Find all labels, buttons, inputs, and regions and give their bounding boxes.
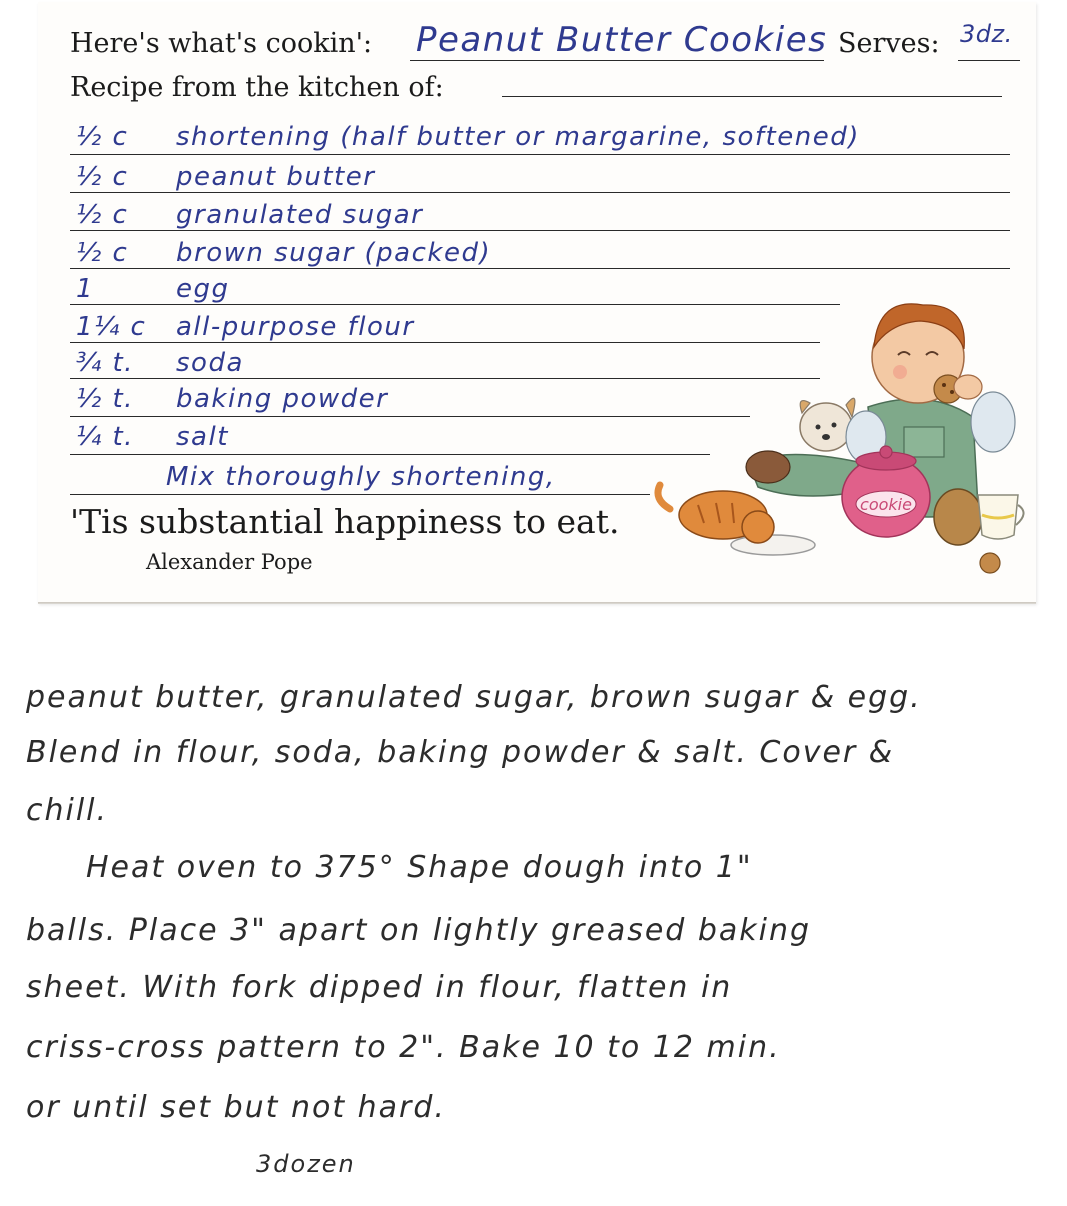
line-rule — [70, 268, 1010, 269]
line-rule — [70, 494, 650, 495]
ingredient-line: ½ t. baking powder — [76, 384, 389, 414]
jar-label: cookie — [860, 495, 912, 514]
cookie-icon — [980, 553, 1000, 573]
recipe-card-front — [38, 2, 1036, 603]
ingredient-line: ¾ t. soda — [76, 348, 244, 378]
line-rule — [70, 454, 710, 455]
serves-label: Serves: — [838, 28, 940, 59]
milk-saucer-icon — [731, 535, 815, 555]
serves-value: 3dz. — [960, 20, 1013, 48]
serves-underline — [958, 60, 1020, 61]
instruction-line: sheet. With fork dipped in flour, flatten in — [26, 970, 733, 1005]
ingredient-line: ½ c granulated sugar — [76, 200, 424, 230]
instruction-line: criss-cross pattern to 2". Bake 10 to 12 min. — [26, 1030, 781, 1065]
kitchen-of-underline — [502, 96, 1002, 97]
ingredient-line: ½ c shortening (half butter or margarine, softened) — [76, 122, 860, 152]
recipe-title: Peanut Butter Cookies — [416, 20, 828, 60]
line-rule — [70, 192, 1010, 193]
ingredient-line: ½ c brown sugar (packed) — [76, 238, 492, 268]
heading-label: Here's what's cookin': — [70, 28, 373, 59]
quote-author: Alexander Pope — [146, 550, 313, 574]
card-quote: 'Tis substantial happiness to eat. — [70, 502, 620, 541]
child-with-cookie-jar-illustration — [628, 277, 1028, 592]
instruction-start: Mix thoroughly shortening, — [166, 462, 556, 492]
instruction-line: peanut butter, granulated sugar, brown sugar & egg. — [26, 680, 922, 715]
yield-note: 3dozen — [256, 1150, 356, 1178]
kitten-icon — [658, 485, 774, 543]
title-underline — [410, 60, 824, 61]
instruction-line: chill. — [26, 793, 109, 828]
kitchen-of-label: Recipe from the kitchen of: — [70, 72, 444, 103]
instruction-line: Blend in flour, soda, baking powder & salt. Cover & — [26, 735, 895, 770]
instruction-line: or until set but not hard. — [26, 1090, 446, 1125]
ingredient-line: 1 egg — [76, 274, 230, 304]
line-rule — [70, 230, 1010, 231]
mug-icon — [978, 495, 1024, 539]
instruction-line: Heat oven to 375° Shape dough into 1" — [86, 850, 753, 885]
ingredient-line: 1¼ c all-purpose flour — [76, 312, 415, 342]
ingredient-line: ¼ t. salt — [76, 422, 229, 452]
ingredient-line: ½ c peanut butter — [76, 162, 376, 192]
line-rule — [70, 154, 1010, 155]
instruction-line: balls. Place 3" apart on lightly greased baking — [26, 913, 812, 948]
